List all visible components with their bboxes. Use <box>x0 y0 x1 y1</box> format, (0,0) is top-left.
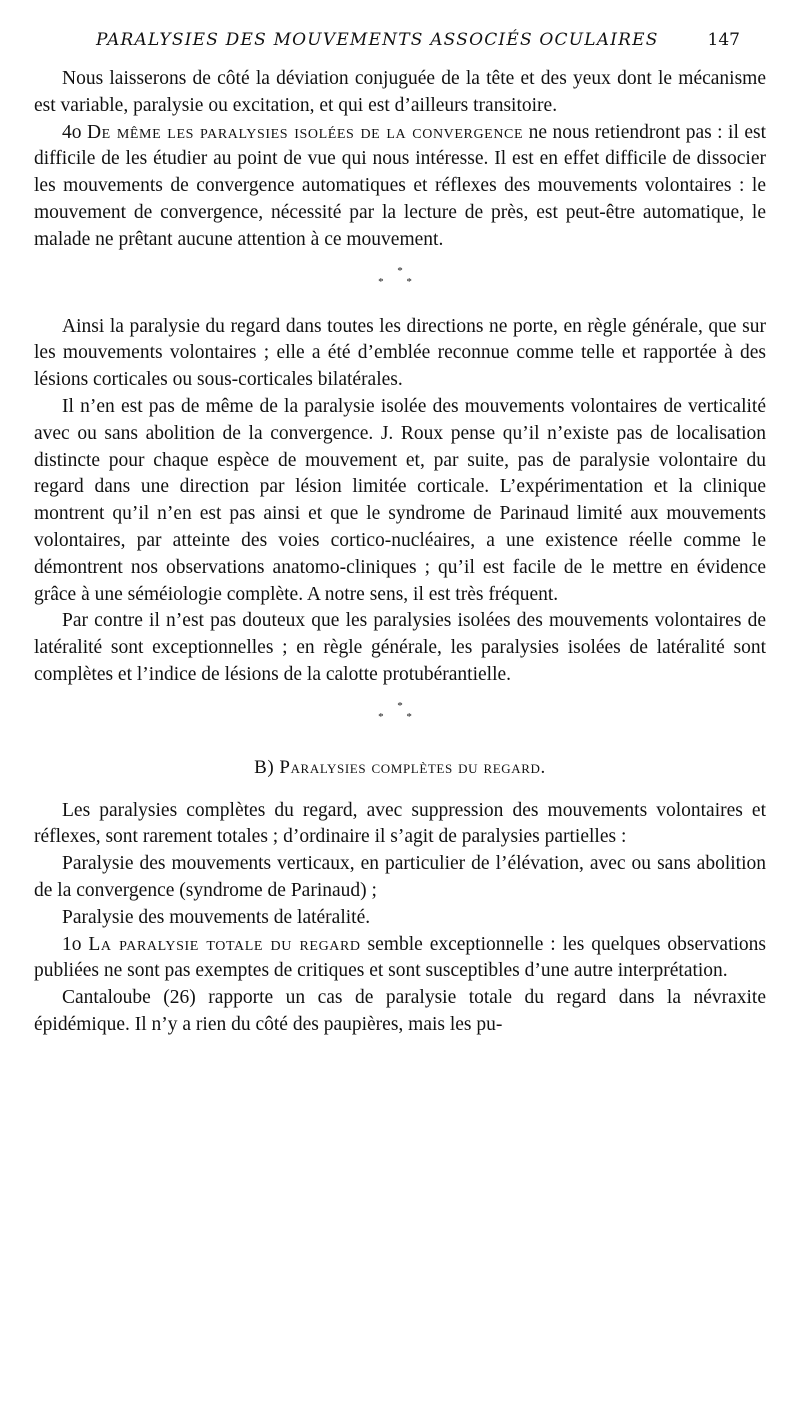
asterism-separator <box>34 254 766 314</box>
item-heading: La paralysie totale du regard <box>88 933 361 955</box>
asterism-top-star: * <box>397 264 403 277</box>
paragraph-text: ne nous retiendront pas : il est difficile de les étudier au point de vue qui nous intéresse. Il est en effet difficile de dissocier les mouvements de convergence automatiques et réflexes des mouvements volontaires : le mouvement de convergence, nécessité par la lecture de près, est peut-être automatique, le malade ne prêtant aucune attention à ce mouvement. <box>34 121 767 250</box>
paragraph-lateral-movements: Paralysie des mouvements de latéralité. <box>62 906 371 928</box>
paragraph-verticality: Il n’en est pas de même de la paralysie isolée des mouvements volontaires de verticalité avec ou sans abolition de la convergence. J. Roux pense qu’il n’existe pas de localisation distincte pour chaque espèce de mouvement et, par suite, pas de paralysie volontaire du regard dans une direction par lésion limitée corticale. L’expérimentation et la clinique montrent qu’il n’en est pas ainsi et que le syndrome de Parinaud limité aux mouvements volontaires, par atteinte des voies cortico-nucléaires, a une existence réelle comme le démontrent nos observations anatomo-cliniques ; qu’il est facile de le mettre en évidence grâce à une séméiologie complète. A notre sens, il est très fréquent. <box>34 395 766 605</box>
asterism-bottom-stars: * * <box>378 275 422 288</box>
asterism-top-star: * <box>397 699 403 712</box>
paragraph-text: semble exceptionnelle : les quelques observations publiées ne sont pas exemptes de critiques et sont susceptibles d’une autre interprétation. <box>34 933 766 982</box>
section-prefix: B) <box>254 756 280 778</box>
asterism-separator <box>34 689 766 749</box>
body-text <box>34 66 766 1039</box>
paragraph-laterality: Par contre il n’est pas douteux que les paralysies isolées des mouvements volontaires de latéralité sont exceptionnelles ; en règle générale, les paralysies isolées de latéralité sont complètes et l’indice de lésions de la calotte protubérantielle. <box>34 610 766 685</box>
section-title: Paralysies complètes du regard. <box>279 756 546 778</box>
running-title: PARALYSIES DES MOUVEMENTS ASSOCIÉS OCULAIRES <box>96 30 659 50</box>
paragraph-total-paralysis <box>34 932 766 986</box>
item-heading: De même les paralysies isolées de la convergence <box>86 121 524 143</box>
page-number: 147 <box>707 30 740 50</box>
paragraph-vertical-movements: Paralysie des mouvements verticaux, en particulier de l’élévation, avec ou sans abolition de la convergence (syndrome de Parinaud) ; <box>34 853 766 901</box>
paragraph-complete-paralysis: Les paralysies complètes du regard, avec suppression des mouvements volontaires et réflexes, sont rarement totales ; d’ordinaire il s’agit de paralysies partielles : <box>34 799 766 848</box>
paragraph-deviation: Nous laisserons de côté la déviation conjuguée de la tête et des yeux dont le mécanisme est variable, paralysie ou excitation, et qui est d’ailleurs transitoire. <box>34 68 766 116</box>
paragraph-cantaloube: Cantaloube (26) rapporte un cas de paralysie totale du regard dans la névraxite épidémique. Il n’y a rien du côté des paupières, mais les pu- <box>34 987 766 1035</box>
asterism-bottom-stars: * * <box>378 710 422 723</box>
item-number: 4o <box>62 121 87 143</box>
running-header <box>90 30 740 56</box>
paragraph-convergence <box>34 120 766 254</box>
item-number: 1o <box>62 933 89 955</box>
section-heading <box>34 755 766 782</box>
paragraph-gaze-paralysis: Ainsi la paralysie du regard dans toutes les directions ne porte, en règle générale, que sur les mouvements volontaires ; elle a été d’emblée reconnue comme telle et rapportée à des lésions corticales ou sous-corticales bilatérales. <box>34 315 766 391</box>
